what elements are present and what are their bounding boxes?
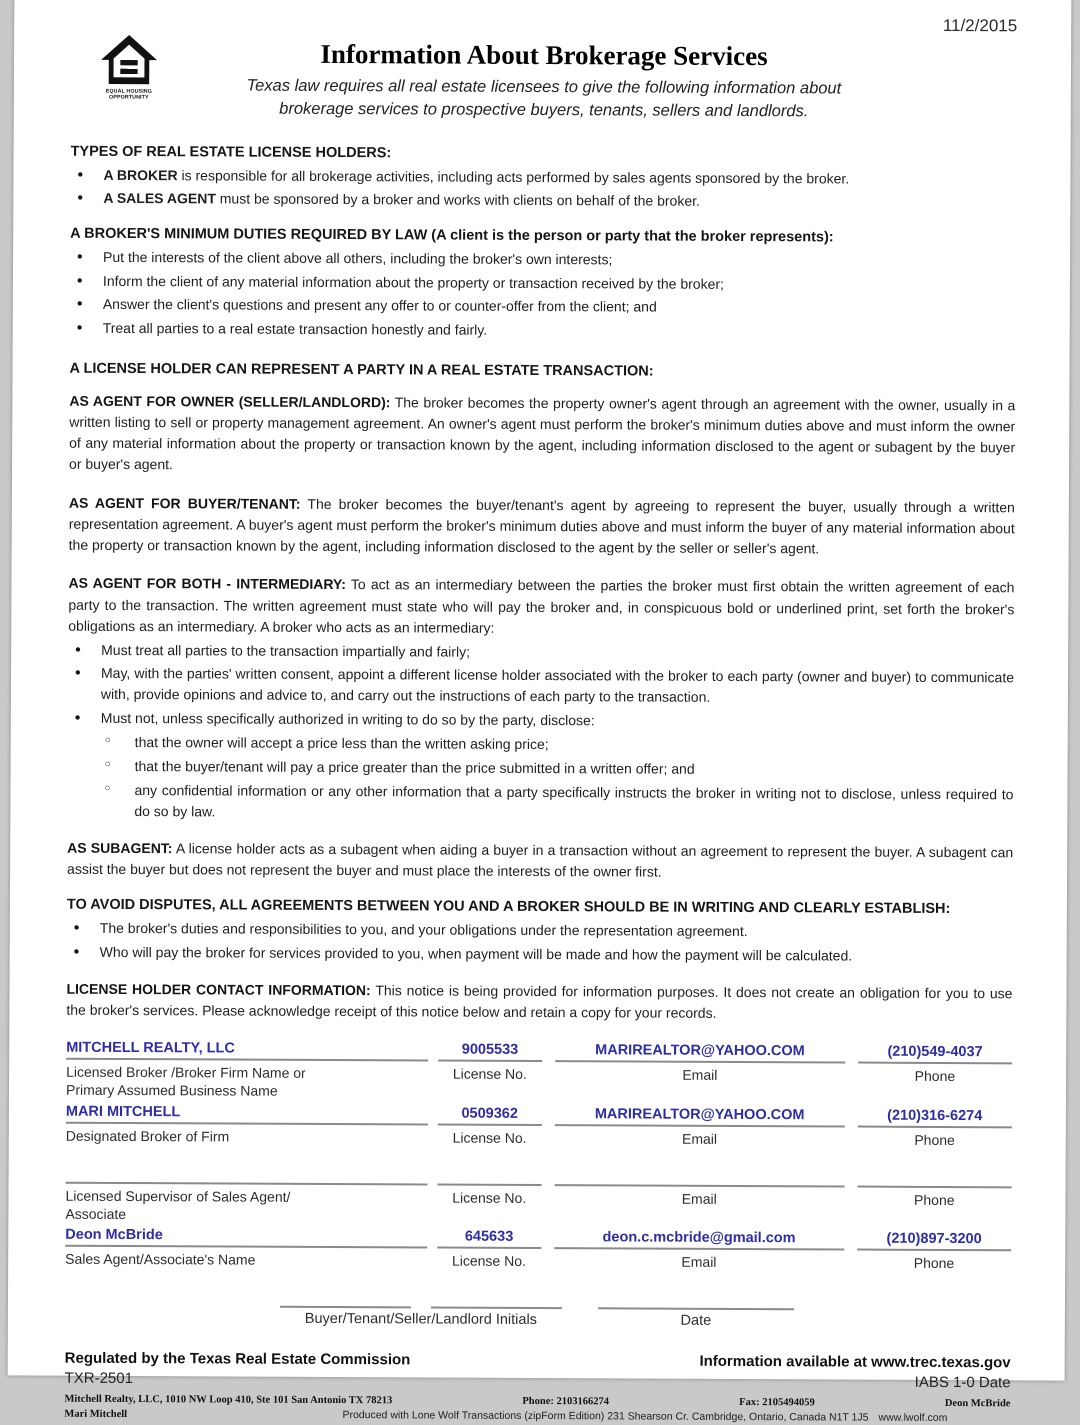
date-label: Date [680,1313,712,1330]
document-page [8,0,1072,1425]
regulated-by-text: Regulated by the Texas Real Estate Commission [64,1350,411,1369]
designated-broker-name-value: MARI MITCHELL [66,1101,428,1125]
supervisor-email-value [555,1164,845,1187]
paragraph-intermediary [68,573,1014,641]
broker-firm-license-value: 9005533 [438,1040,542,1063]
types-list [70,164,1016,213]
subtitle-line: Texas law requires all real estate licensees to give the following information about [246,76,842,98]
intermediary-sublist [100,732,1013,826]
lwolf-url: www.lwolf.com [878,1412,948,1425]
paragraph-lead: LICENSE HOLDER CONTACT INFORMATION: [66,980,371,998]
duties-list [70,247,1016,343]
initials-line-1 [280,1289,411,1309]
table-row-supervisor [65,1162,1011,1228]
list-item [67,707,1014,826]
paragraph-text: The broker becomes the buyer/tenant's agent by agreeing to represent the buyer, usually through a written representation agreement. A buyer's agent must perform the broker's minimum duties above and must inform the buyer of any material information about the property or transaction known by the agent, including information disclosed to the agent by the seller or seller's agent. [68,495,1015,557]
section-heading-represent: A LICENSE HOLDER CAN REPRESENT A PARTY IN A REAL ESTATE TRANSACTION: [69,360,654,380]
supervisor-license-value [437,1163,541,1186]
list-item: • The broker's duties and responsibilities to you, and your obligations under the representation agreement. [67,918,1013,944]
license-no-label: License No. [452,1129,527,1146]
office-phone: Phone: 2103166274 [522,1396,610,1408]
license-no-label: License No. [452,1065,527,1083]
footer-agent-name: Deon McBride [944,1398,1011,1410]
table-row-broker-firm [66,1038,1012,1104]
phone-label: Phone [914,1068,956,1085]
disputes-list [67,918,1013,967]
subtitle-line: brokerage services to prospective buyers, tenants, sellers and landlords. [279,99,809,121]
intermediary-list [67,639,1014,826]
paragraph-agent-owner [69,390,1015,480]
date-group [598,1291,794,1330]
page-title: Information About Brokerage Services [320,38,768,72]
paragraph-lead: AS AGENT FOR BUYER/TENANT: [68,494,301,512]
table-row-designated-broker [66,1101,1012,1149]
supervisor-name-value [66,1162,428,1186]
phone-label: Phone [913,1255,955,1272]
phone-label: Phone [914,1131,955,1148]
date-line [598,1291,794,1311]
contact-table [65,1038,1012,1273]
iabs-date: IABS 1-0 Date [914,1374,1011,1392]
broker-firm-name-value: MITCHELL REALTY, LLC [66,1038,428,1062]
info-available-text: Information available at www.trec.texas.gov [699,1353,1011,1372]
email-label: Email [681,1190,717,1207]
paragraph-lead: AS SUBAGENT: [67,839,173,856]
list-item: • Who will pay the broker for services provided to you, when payment will be made and how the payment will be calculated. [67,941,1013,967]
sales-agent-name-value: Deon McBride [65,1225,427,1249]
document-date: 11/2/2015 [942,15,1018,36]
office-address: Mitchell Realty, LLC, 1010 NW Loop 410, Ste 101 San Antonio TX 78213 [64,1394,393,1407]
form-code: TXR-2501 [64,1370,134,1388]
paragraph-lead: AS AGENT FOR BOTH - INTERMEDIARY: [68,575,347,593]
list-item [70,164,1016,190]
broker-firm-phone-value: (210)549-4037 [858,1042,1012,1065]
equal-housing-logo [91,34,167,107]
paragraph-text: This notice is being provided for information purposes. It does not create an obligation for you to use the broker's services. Please acknowledge receipt of this notice below and retain a copy for your records. [66,981,1013,1021]
sub-list-item: ○ any confidential information or any other information that a party specifically instructs the broker in writing not to disclose, unless required to do so by law. [100,780,1013,826]
bullet-text: must be sponsored by a broker and works with clients on behalf of the broker. [215,190,700,209]
list-item: • Put the interests of the client above all others, including the broker's own interests; [70,247,1016,273]
email-label: Email [681,1253,717,1271]
email-label: Email [682,1066,718,1084]
designated-broker-label: Designated Broker of Firm [65,1127,230,1145]
initials-label: Buyer/Tenant/Seller/Landlord Initials [304,1311,537,1329]
initials-line-2 [431,1290,562,1310]
list-item: • Treat all parties to a real estate transaction honestly and fairly. [70,317,1016,343]
designated-broker-phone-value: (210)316-6274 [858,1105,1012,1128]
list-item: • May, with the parties' written consent, appoint a different license holder associated with the broker to each party (owner and buyer) to communicate with, provide opinions and advice to, and carry out the instructions of each party to the transaction. [68,663,1014,710]
section-heading-types: TYPES OF REAL ESTATE LICENSE HOLDERS: [70,143,392,161]
bullet-text: Must not, unless specifically authorized in writing to do so by the party, disclose: [100,709,595,728]
email-label: Email [682,1130,718,1147]
document-footer [64,1350,1010,1425]
sales-agent-label: Sales Agent/Associate's Name [65,1250,256,1268]
signature-row [280,1289,1011,1331]
paragraph-subagent [67,837,1013,884]
paragraph-text: The broker becomes the property owner's agent through an agreement with the owner, usually in a written listing to sell or property management agreement. An owner's agent must perform the broker's minimum duties above and must inform the owner of any material information about the property or transaction known by the agent, including information disclosed to the agent or subagent by the buyer or buyer's agent. [69,393,1016,473]
license-no-label: License No. [452,1189,527,1206]
supervisor-phone-value [857,1165,1011,1188]
section-heading-disputes: TO AVOID DISPUTES, ALL AGREEMENTS BETWEEN YOU AND A BROKER SHOULD BE IN WRITING AND CLEARLY ESTABLISH: [66,896,951,918]
sub-list-item: ○ that the buyer/tenant will pay a price greater than the price submitted in a written offer; and [101,756,1014,781]
paragraph-agent-buyer [69,492,1015,560]
sub-list-item: ○ that the owner will accept a price less than the written asking price; [101,732,1014,757]
designated-broker-email-value: MARIREALTOR@YAHOO.COM [555,1104,845,1127]
sales-agent-phone-value: (210)897-3200 [857,1229,1011,1252]
initials-group [280,1289,562,1328]
broker-firm-name-label: Licensed Broker /Broker Firm Name or Primary Assumed Business Name [65,1063,306,1100]
paragraph-text: To act as an intermediary between the parties the broker must first obtain the written agreement of each party to the transaction. The written agreement must state who will pay the broker and, in conspicuous bold or underlined print, set forth the broker's obligations as an intermediary. A broker who acts as an intermediary: [68,576,1015,636]
bullet-lead: A BROKER [103,166,178,183]
designated-broker-license-value: 0509362 [438,1103,542,1126]
phone-label: Phone [914,1191,955,1208]
sales-agent-license-value: 645633 [437,1227,541,1250]
bullet-text: is responsible for all brokerage activities, including acts performed by sales agents sponsored by the broker. [177,166,850,187]
broker-firm-email-value: MARIREALTOR@YAHOO.COM [555,1040,845,1063]
equal-housing-caption: EQUAL HOUSING OPPORTUNITY [105,87,153,101]
list-item [70,188,1016,214]
section-heading-duties: A BROKER'S MINIMUM DUTIES REQUIRED BY LAW (A client is the person or party that the broker represents): [70,225,834,246]
equal-housing-house-icon [98,34,160,88]
supervisor-label: Licensed Supervisor of Sales Agent/ Associate [65,1187,291,1222]
paragraph-text: A license holder acts as a subagent when aiding a buyer in a transaction without an agreement to represent the buyer. A subagent can assist the buyer but does not represent the buyer and must place the interests of the owner first. [67,839,1014,880]
preparer-name: Mari Mitchell [64,1409,128,1421]
list-item: • Answer the client's questions and present any offer to or counter-offer from the client; and [70,294,1016,320]
page-subtitle [71,74,1017,124]
document-header [71,12,1018,124]
paragraph-lead: AS AGENT FOR OWNER (SELLER/LANDLORD): [69,392,391,410]
sales-agent-email-value: deon.c.mcbride@gmail.com [554,1227,844,1250]
license-no-label: License No. [451,1252,526,1270]
list-item: • Inform the client of any material information about the property or transaction received by the broker; [70,270,1016,296]
office-fax: Fax: 2105494059 [739,1397,815,1409]
produced-with-text: Produced with Lone Wolf Transactions (zipForm Edition) 231 Shearson Cr. Cambridge, Ontario, Canada N1T 1J5 www.lwolf.com [342,1409,948,1425]
bullet-lead: A SALES AGENT [103,189,216,207]
table-row-sales-agent [65,1225,1011,1273]
paragraph-contact-info [66,978,1012,1025]
list-item: • Must treat all parties to the transaction impartially and fairly; [68,639,1014,665]
